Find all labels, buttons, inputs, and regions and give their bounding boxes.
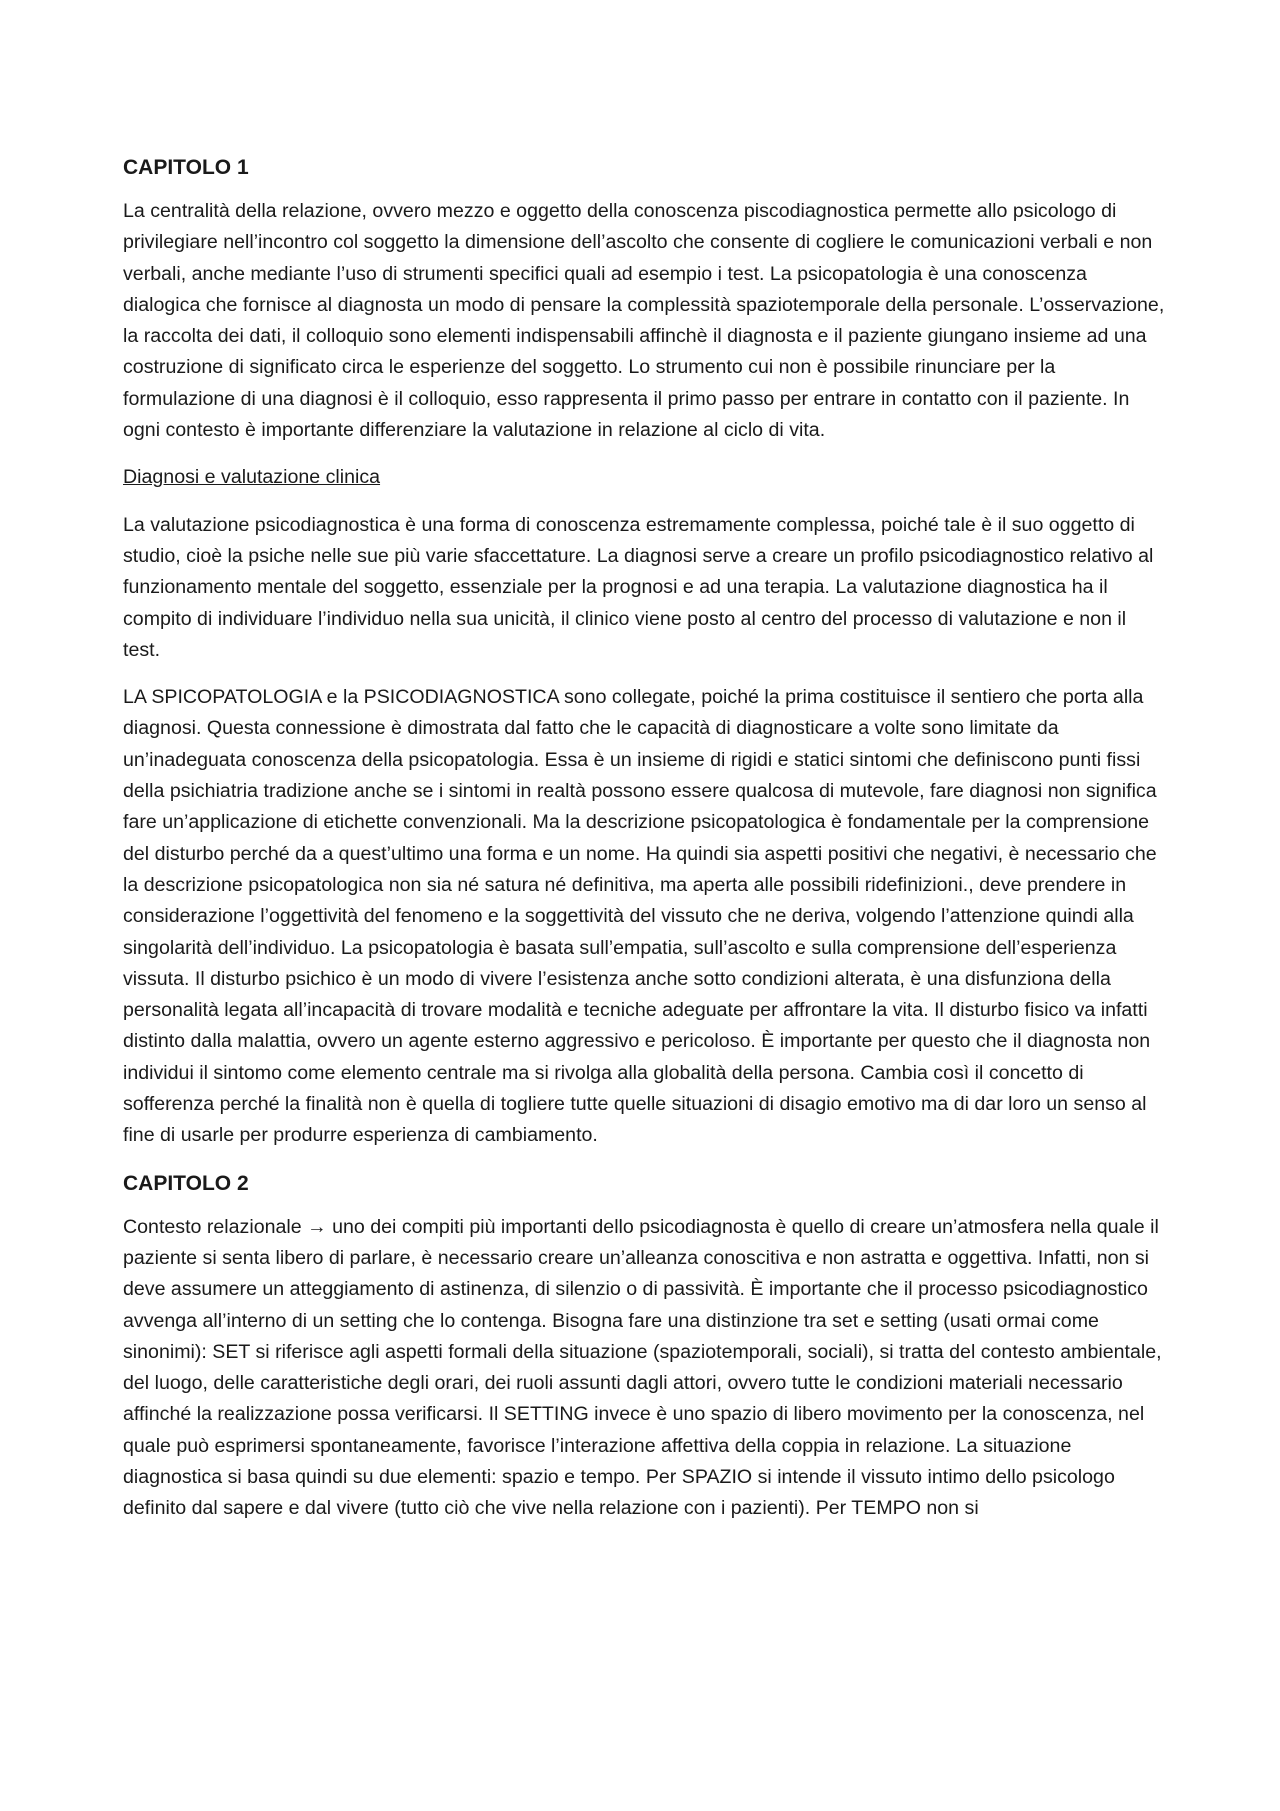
section-subheading-diagnosi: Diagnosi e valutazione clinica bbox=[123, 466, 381, 489]
chapter-1-heading: CAPITOLO 1 bbox=[123, 156, 249, 179]
chapter-1-paragraph-2: La valutazione psicodiagnostica è una forma di conoscenza estremamente complessa, poiché tale è il suo oggetto di studio, cioè la psiche nelle sue più varie sfaccettature. La diagnosi serve a creare un profilo psicodiagnostico relativo al funzionamento mentale del soggetto, essenziale per la prognosi e ad una terapia. La valutazione diagnostica ha il compito di individuare l’individuo nella sua unicità, il clinico viene posto al centro del processo di valutazione e non il test. bbox=[123, 513, 1154, 661]
chapter-2-paragraph-1: Contesto relazionale → uno dei compiti più importanti dello psicodiagnosta è quello di creare un’atmosfera nella quale il paziente si senta libero di parlare, è necessario creare un’alleanza conoscitiva e non astratta e oggettiva. Infatti, non si deve assumere un atteggiamento di astinenza, di silenzio o di passività. È importante che il processo psicodiagnostico avvenga all’interno di un setting che lo contenga. Bisogna fare una distinzione tra set e setting (usati ormai come sinonimi): SET si riferisce agli aspetti formali della situazione (spaziotemporali, sociali), si tratta del contesto ambientale, del luogo, delle caratteristiche degli orari, dei ruoli assunti dagli attori, ovvero tutte le condizioni materiali necessario affinché la realizzazione possa verificarsi. Il SETTING invece è uno spazio di libero movimento per la conoscenza, nel quale può esprimersi spontaneamente, favorisce l’interazione affettiva della coppia in relazione. La situazione diagnostica si basa quindi su due elementi: spazio e tempo. Per SPAZIO si intende il vissuto intimo dello psicologo definito dal sapere e dal vivere (tutto ciò che vive nella relazione con i pazienti). Per TEMPO non si bbox=[123, 1215, 1162, 1520]
chapter-2-heading: CAPITOLO 2 bbox=[123, 1171, 249, 1195]
chapter-1-paragraph-1: La centralità della relazione, ovvero mezzo e oggetto della conoscenza piscodiagnostica permette allo psicologo di privilegiare nell’incontro col soggetto la dimensione dell’ascolto che consente di cogliere le comunicazioni verbali e non verbali, anche mediante l’uso di strumenti specifici quali ad esempio i test. La psicopatologia è una conoscenza dialogica che fornisce al diagnosta un modo di pensare la complessità spaziotemporale della personale. L’osservazione, la raccolta dei dati, il colloquio sono elementi indispensabili affinchè il diagnosta e il paziente giungano insieme ad una costruzione di significato circa le esperienze del soggetto. Lo strumento cui non è possibile rinunciare per la formulazione di una diagnosi è il colloquio, esso rappresenta il primo passo per entrare in contatto con il paziente. In ogni contesto è importante differenziare la valutazione in relazione al ciclo di vita. bbox=[123, 200, 1165, 442]
document-page bbox=[123, 152, 1168, 1541]
chapter-1-paragraph-3: LA SPICOPATOLOGIA e la PSICODIAGNOSTICA sono collegate, poiché la prima costituisce il sentiero che porta alla diagnosi. Questa connessione è dimostrata dal fatto che le capacità di diagnosticare a volte sono limitate da un’inadeguata conoscenza della psicopatologia. Essa è un insieme di rigidi e statici sintomi che definiscono punti fissi della psichiatria tradizione anche se i sintomi in realtà possono essere qualcosa di mutevole, fare diagnosi non significa fare un’applicazione di etichette convenzionali. Ma la descrizione psicopatologica è fondamentale per la comprensione del disturbo perché da a quest’ultimo una forma e un nome. Ha quindi sia aspetti positivi che negativi, è necessario che la descrizione psicopatologica non sia né satura né definitiva, ma aperta alle possibili ridefinizioni., deve prendere in considerazione l’oggettività del fenomeno e la soggettività del vissuto che ne deriva, volgendo l’attenzione quindi alla singolarità dell’individuo. La psicopatologia è basata sull’empatia, sull’ascolto e sulla comprensione dell’esperienza vissuta. Il disturbo psichico è un modo di vivere l’esistenza anche sotto condizioni alterata, è una disfunziona della personalità legata all’incapacità di trovare modalità e tecniche adeguate per affrontare la vita. Il disturbo fisico va infatti distinto dalla malattia, ovvero un agente esterno aggressivo e pericoloso. È importante per questo che il diagnosta non individui il sintomo come elemento centrale ma si rivolga alla globalità della persona. Cambia così il concetto di sofferenza perché la finalità non è quella di togliere tutte quelle situazioni di disagio emotivo ma di dar loro un senso al fine di usarle per produrre esperienza di cambiamento. bbox=[123, 686, 1157, 1147]
